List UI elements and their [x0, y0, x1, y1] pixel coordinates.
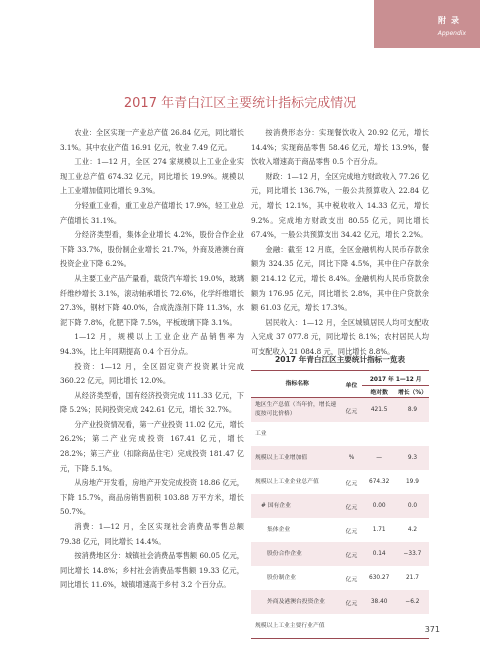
row-absolute [362, 614, 395, 639]
row-growth: 4.2 [407, 527, 418, 533]
paragraph: 从经济类型看，国有经济投资完成 111.33 亿元，下降 5.2%；民间投资完成 242.61 亿元，增长 32.7%。 [60, 390, 244, 415]
statistics-table [251, 370, 429, 639]
row-unit: 亿元 [341, 398, 363, 423]
header-period: 2017 年 1—12 月 [362, 371, 429, 386]
table-row [251, 614, 429, 639]
table-row [251, 542, 429, 566]
paragraph: 按消费形态分：实现餐饮收入 20.92 亿元，增长 14.4%；实现商品零售 58.46 亿元，增长 13.9%，餐饮收入增速高于商品零售 0.5 个百分点。 [251, 128, 429, 167]
row-name: 股份制企业 [267, 574, 296, 581]
section-title-zh: 附录 [438, 15, 464, 25]
row-unit: % [341, 446, 363, 470]
paragraph: 分经济类型看，集体企业增长 4.2%，股份合作企业下降 33.7%，股份制企业增长 21.7%，外商及港澳台商投资企业下降 6.2%。 [60, 230, 244, 269]
paragraph: 消费：1—12 月，全区实现社会消费品零售总额 79.38 亿元，同比增长 14.4%。 [60, 522, 244, 546]
row-unit: 亿元 [345, 480, 358, 487]
row-growth: 8.9 [396, 398, 429, 423]
row-unit [341, 422, 363, 446]
table-row [251, 398, 429, 423]
row-growth: 9.3 [396, 446, 429, 470]
header-unit: 单位 [341, 371, 363, 398]
table-row [251, 518, 429, 542]
table-title: 2017 年青白江区主要统计指标一览表 [274, 355, 406, 364]
row-absolute: 38.40 [362, 590, 395, 614]
paragraph: 农业：全区实现一产业总产值 26.84 亿元，同比增长 3.1%。其中农业产值 16.91 亿元，牧业 7.49 亿元。 [60, 128, 244, 152]
row-name: 集体企业 [267, 526, 291, 533]
row-absolute: 1.71 [372, 527, 386, 533]
row-absolute: 421.5 [362, 398, 395, 423]
header-indicator-name: 指标名称 [251, 371, 341, 398]
section-title-en: Appendix [437, 30, 466, 37]
paragraph: 财政：1—12 月，全区完成地方财政收入 77.26 亿元，同比增长 136.7%，一般公共预算收入 22.84 亿元，增长 12.1%，其中税收收入 14.33 亿元，增长 9.2%。完成地方财政支出 80.55 亿元，同比增长 67.4%，一般公共预算支出 34.42 亿元，增长 2.2%。 [251, 171, 429, 240]
paragraph: 分轻重工业看，重工业总产值增长 17.9%，轻工业总产值增长 31.1%。 [60, 200, 244, 225]
section-header [374, 0, 480, 48]
left-column [60, 126, 244, 593]
row-growth: 19.9 [405, 479, 419, 485]
row-absolute: — [362, 446, 395, 470]
paragraph: 从主要工业产品产量看，载货汽车增长 19.0%，玻璃纤维纱增长 3.1%，滚动轴承增长 72.6%，化学纤维增长 27.3%，钢材下降 40.0%，合成洗涤剂下降 11.3%，水泥下降 7.8%，化肥下降 7.5%，平板玻璃下降 3.1%。 [60, 273, 244, 327]
row-absolute: 674.32 [369, 479, 390, 485]
row-name: # 国有企业 [251, 494, 341, 518]
table-row [251, 494, 429, 518]
row-unit: 亿元 [345, 576, 358, 583]
row-growth: −33.7 [396, 542, 429, 566]
paragraph: 居民收入：1—12 月，全区城镇居民人均可支配收入完成 37 077.8 元，同比增长 8.1%；农村居民人均可支配收入 21 084.8 元，同比增长 8.8%。 [251, 317, 429, 356]
page-title: 2017 年青白江区主要统计指标完成情况 [123, 96, 357, 111]
table-row [251, 470, 429, 494]
paragraph: 按消费地区分：城镇社会消费品零售额 60.05 亿元，同比增长 14.8%；乡村社会消费品零售额 19.33 亿元，同比增长 11.6%，城镇增速高于乡村 3.2 个百分点。 [60, 551, 244, 590]
row-growth [396, 422, 429, 446]
table-row [251, 566, 429, 590]
row-unit [341, 614, 363, 639]
row-growth: 21.7 [405, 575, 419, 581]
row-unit: 亿元 [345, 528, 358, 535]
header-growth: 增长（%） [396, 386, 429, 398]
row-name: 规模以上工业主要行业产值 [255, 622, 325, 629]
table-row [251, 446, 429, 470]
paragraph: 从房地产开发看，房地产开发完成投资 18.86 亿元，下降 15.7%，商品房销售面积 103.88 万平方米，增长 50.7%。 [60, 478, 244, 517]
row-absolute: 0.00 [362, 494, 395, 518]
paragraph: 金融：截至 12 月底，全区金融机构人民币存款余额为 324.35 亿元，同比下降 4.5%，其中住户存款余额 214.12 亿元，增长 8.4%。金融机构人民币贷款余额为 176.95 亿元，同比增长 2.8%，其中住户贷款余额 61.03 亿元，增长 17.3%。 [251, 244, 429, 313]
row-unit: 亿元 [341, 494, 363, 518]
row-absolute: 0.14 [362, 542, 395, 566]
row-name: 外商及港澳台投资企业 [251, 590, 341, 614]
row-unit: 亿元 [341, 542, 363, 566]
right-column [251, 126, 429, 360]
table-row [251, 590, 429, 614]
row-name: 地区生产总值（当年价，增长速度按可比价格） [251, 398, 341, 423]
row-unit: 亿元 [341, 590, 363, 614]
paragraph: 分产业投资情况看，第一产业投资 11.02 亿元，增长 26.2%；第二产业完成投资 167.41 亿元，增长 28.2%；第三产业（扣除商品住宅）完成投资 181.47 亿元，下降 5.1%。 [60, 419, 244, 473]
row-growth: −6.2 [396, 590, 429, 614]
table-row [251, 422, 429, 446]
paragraph: 投资：1—12 月，全区固定资产投资累计完成 360.22 亿元，同比增长 12.0%。 [60, 361, 244, 386]
paragraph: 1—12 月，规模以上工业企业产品销售率为 94.3%，比上年同期提高 0.4 个百分点。 [60, 332, 244, 356]
page-number: 371 [424, 625, 440, 634]
header-absolute: 绝对数 [362, 386, 395, 398]
row-name: 规模以上工业增加值 [251, 446, 341, 470]
row-name: 规模以上工业企业总产值 [255, 478, 319, 485]
row-growth: 0.0 [396, 494, 429, 518]
row-absolute: 630.27 [369, 575, 390, 581]
row-name: 工业 [255, 430, 267, 437]
row-name: 股份合作企业 [251, 542, 341, 566]
paragraph: 工业：1—12 月，全区 274 家规模以上工业企业实现工业总产值 674.32 亿元，同比增长 19.9%。规模以上工业增加值同比增长 9.3%。 [60, 157, 244, 196]
row-absolute [362, 422, 395, 446]
